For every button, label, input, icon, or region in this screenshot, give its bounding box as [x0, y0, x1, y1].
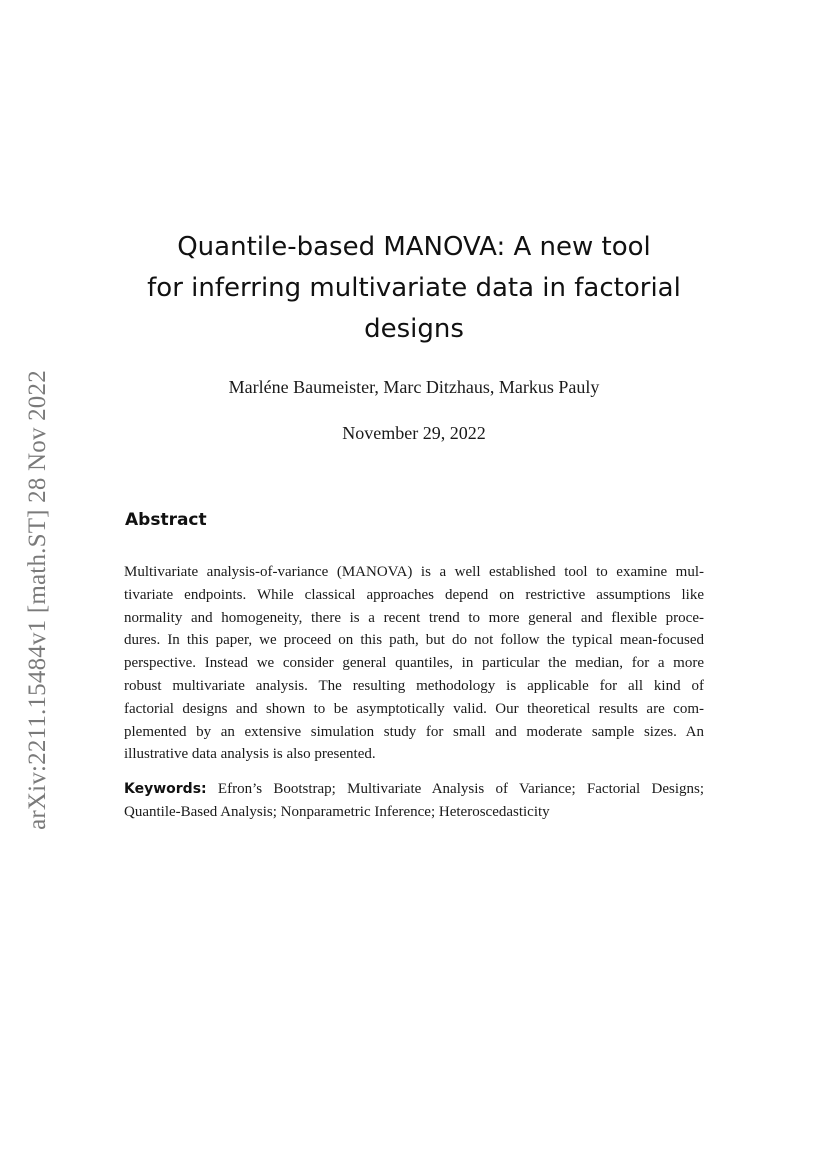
keywords-line: Quantile-Based Analysis; Nonparametric Inference; Heteroscedasticity: [124, 803, 550, 820]
abstract-line: tivariate endpoints. While classical approaches depend on restrictive assumptions like: [124, 586, 704, 603]
title-line: for inferring multivariate data in factorial: [147, 273, 681, 303]
abstract-line: illustrative data analysis is also presented.: [124, 746, 376, 763]
title-line: Quantile-based MANOVA: A new tool: [177, 232, 651, 262]
publication-date: November 29, 2022: [342, 423, 486, 443]
abstract-line: factorial designs and shown to be asymptotically valid. Our theoretical results are com-: [124, 700, 704, 717]
abstract-line: normality and homogeneity, there is a recent trend to more general and flexible proce-: [124, 609, 704, 626]
abstract-line: robust multivariate analysis. The resulting methodology is applicable for all kind of: [124, 677, 704, 694]
abstract-line: plemented by an extensive simulation study for small and moderate sample sizes. An: [124, 723, 704, 740]
abstract-line: dures. In this paper, we proceed on this path, but do not follow the typical mean-focused: [124, 632, 704, 649]
author-list: Marléne Baumeister, Marc Ditzhaus, Markus Pauly: [228, 377, 600, 397]
abstract-heading: Abstract: [125, 510, 207, 530]
arxiv-identifier-stamp: arXiv:2211.15484v1 [math.ST] 28 Nov 2022: [24, 370, 51, 830]
paper-title: [110, 227, 718, 350]
keywords-block: [124, 778, 704, 824]
keywords-line: [124, 778, 704, 801]
abstract-text: [124, 561, 704, 766]
keywords-text: Efron’s Bootstrap; Multivariate Analysis of Variance; Factorial Designs;: [217, 781, 705, 797]
abstract-line: Multivariate analysis-of-variance (MANOVA) is a well established tool to examine mul-: [124, 564, 704, 580]
keywords-label: Keywords:: [124, 781, 207, 797]
abstract-line: perspective. Instead we consider general quantiles, in particular the median, for a more: [124, 655, 704, 672]
title-line: designs: [364, 314, 464, 344]
